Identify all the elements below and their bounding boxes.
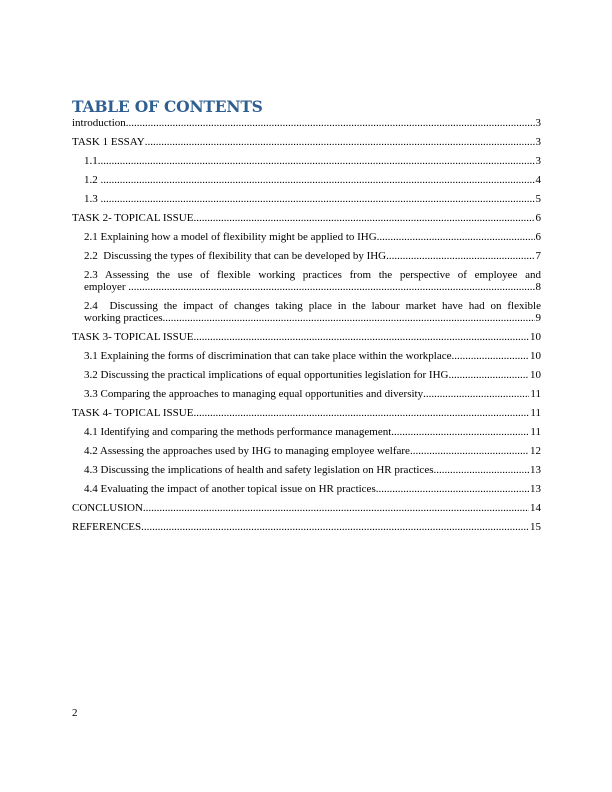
toc-leader-dots — [376, 483, 529, 495]
toc-leader-dots — [141, 521, 529, 533]
toc-leader-dots — [433, 464, 529, 476]
toc-entry-text: 3.2 Discussing the practical implications of equal opportunities legislation for IHG — [84, 369, 449, 381]
toc-leader-dots — [193, 212, 534, 224]
toc-entry-page: 11 — [530, 407, 541, 419]
toc-entry-page: 11 — [530, 388, 541, 400]
toc-entry-text-line-2: working practices — [84, 312, 163, 324]
toc-entry-page: 3 — [535, 117, 541, 129]
toc-entry-2-3[interactable] — [72, 269, 541, 293]
toc-entry-text-line-1: 2.4 Discussing the impact of changes taking place in the labour market have had on flexible — [84, 300, 541, 312]
toc-entry-text: REFERENCES — [72, 521, 142, 533]
toc-entry-text: 4.4 Evaluating the impact of another topical issue on HR practices — [84, 483, 376, 495]
toc-entry-text: 4.1 Identifying and comparing the methods performance management — [84, 426, 392, 438]
toc-leader-dots — [448, 369, 529, 381]
toc-leader-dots — [128, 281, 534, 293]
toc-entry-page: 3 — [535, 136, 541, 148]
toc-entry-text: 3.3 Comparing the approaches to managing equal opportunities and diversity — [84, 388, 424, 400]
toc-leader-dots — [391, 426, 529, 438]
toc-leader-dots — [163, 312, 535, 324]
toc-entry-1-2[interactable] — [72, 174, 541, 186]
toc-entry-page: 14 — [530, 502, 541, 514]
toc-leader-dots — [423, 388, 529, 400]
toc-leader-dots — [386, 250, 534, 262]
toc-entry-2-4[interactable] — [72, 300, 541, 324]
toc-title: TABLE OF CONTENTS — [72, 97, 263, 116]
toc-entry-task-1[interactable] — [72, 136, 541, 148]
toc-entry-text: 1.1 — [84, 155, 98, 167]
toc-entry-3-3[interactable] — [72, 388, 541, 400]
toc-entry-page: 9 — [535, 312, 541, 324]
toc-entry-task-3[interactable] — [72, 331, 541, 343]
toc-entry-text-line-2: employer — [84, 281, 129, 293]
toc-entry-text: 4.3 Discussing the implications of health and safety legislation on HR practices — [84, 464, 434, 476]
toc-leader-dots — [101, 174, 535, 186]
toc-entry-text: 2.1 Explaining how a model of flexibility might be applied to IHG — [84, 231, 377, 243]
toc-entry-page: 3 — [535, 155, 541, 167]
toc-leader-dots — [451, 350, 529, 362]
toc-entry-task-4[interactable] — [72, 407, 541, 419]
toc-entry-page: 13 — [530, 464, 541, 476]
toc-entry-text: TASK 3- TOPICAL ISSUE — [72, 331, 194, 343]
toc-entry-page: 5 — [535, 193, 541, 205]
toc-entry-page: 8 — [535, 281, 541, 293]
toc-entry-text: TASK 2- TOPICAL ISSUE — [72, 212, 194, 224]
toc-entry-text: introduction — [72, 117, 126, 129]
toc-entry-task-2[interactable] — [72, 212, 541, 224]
toc-entry-page: 7 — [535, 250, 541, 262]
toc-entry-text: 1.2 — [84, 174, 101, 186]
toc-entry-text: 2.2 Discussing the types of flexibility that can be developed by IHG — [84, 250, 387, 262]
toc-entry-2-1[interactable] — [72, 231, 541, 243]
toc-leader-dots — [143, 502, 529, 514]
toc-entry-1-1[interactable] — [72, 155, 541, 167]
toc-leader-dots — [145, 136, 535, 148]
toc-entry-3-2[interactable] — [72, 369, 541, 381]
toc-entry-4-1[interactable] — [72, 426, 541, 438]
toc-list — [72, 117, 541, 533]
toc-entry-conclusion[interactable] — [72, 502, 541, 514]
toc-entry-text: 3.1 Explaining the forms of discrimination that can take place within the workplace — [84, 350, 452, 362]
toc-entry-text-line-1: 2.3 Assessing the use of flexible working practices from the perspective of employee and — [84, 269, 541, 281]
toc-entry-text: TASK 4- TOPICAL ISSUE — [72, 407, 194, 419]
toc-leader-dots — [193, 331, 529, 343]
toc-entry-page: 11 — [530, 426, 541, 438]
toc-entry-3-1[interactable] — [72, 350, 541, 362]
toc-entry-1-3[interactable] — [72, 193, 541, 205]
toc-entry-references[interactable] — [72, 521, 541, 533]
toc-entry-text: 1.3 — [84, 193, 101, 205]
toc-leader-dots — [126, 117, 535, 129]
toc-entry-page: 4 — [535, 174, 541, 186]
toc-entry-page: 6 — [535, 212, 541, 224]
toc-entry-page: 6 — [535, 231, 541, 243]
toc-entry-page: 10 — [530, 350, 541, 362]
toc-leader-dots — [377, 231, 535, 243]
toc-leader-dots — [410, 445, 529, 457]
toc-entry-4-2[interactable] — [72, 445, 541, 457]
toc-entry-introduction[interactable] — [72, 117, 541, 129]
toc-entry-4-3[interactable] — [72, 464, 541, 476]
toc-entry-page: 10 — [530, 331, 541, 343]
toc-leader-dots — [101, 193, 535, 205]
toc-entry-text: 4.2 Assessing the approaches used by IHG to managing employee welfare — [84, 445, 410, 457]
toc-entry-page: 13 — [530, 483, 541, 495]
toc-entry-page: 15 — [530, 521, 541, 533]
toc-leader-dots — [193, 407, 529, 419]
toc-entry-page: 12 — [530, 445, 541, 457]
toc-leader-dots — [98, 155, 535, 167]
toc-entry-2-2[interactable] — [72, 250, 541, 262]
toc-entry-text: CONCLUSION — [72, 502, 143, 514]
toc-entry-4-4[interactable] — [72, 483, 541, 495]
toc-entry-page: 10 — [530, 369, 541, 381]
page-number: 2 — [72, 707, 78, 719]
toc-entry-text: TASK 1 ESSAY — [72, 136, 145, 148]
